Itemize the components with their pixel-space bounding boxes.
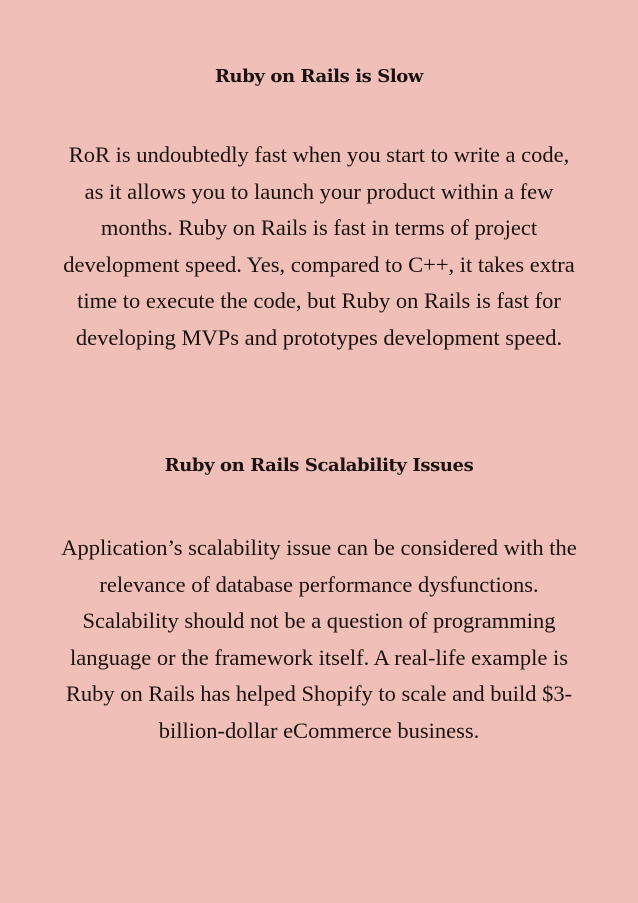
section-body-slow: RoR is undoubtedly fast when you start to write a code, as it allows you to launch your product within a few months. Ruby on Rails is fast in terms of project development speed. Yes, compared to C++, it takes extra time to execute the code, but Ruby on Rails is fast for developing MVPs and prototypes development speed. (63, 142, 575, 350)
section-body-scalability: Application’s scalability issue can be considered with the relevance of database performance dysfunctions. Scalability should not be a question of programming language or the framework itself. A real-life example is Ruby on Rails has helped Shopify to scale and build $3-billion-dollar eCommerce business. (61, 535, 577, 743)
section-heading-slow: Ruby on Rails is Slow (214, 66, 423, 87)
section-heading-scalability: Ruby on Rails Scalability Issues (164, 455, 474, 476)
